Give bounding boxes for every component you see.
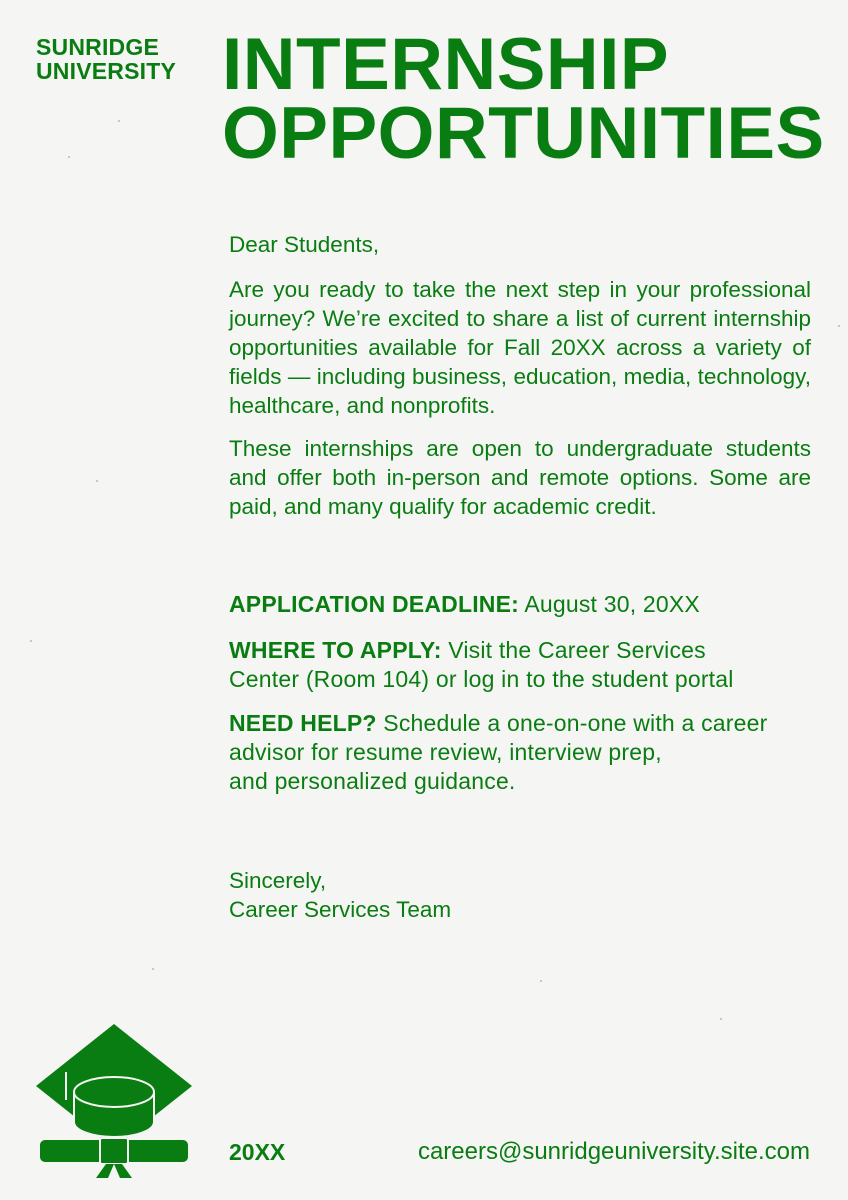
paper-speck xyxy=(118,120,120,122)
signature: Career Services Team xyxy=(229,897,452,922)
help-line1: Schedule a one-on-one with a career xyxy=(383,710,768,736)
paper-speck xyxy=(68,156,70,158)
salutation: Dear Students, xyxy=(229,232,380,257)
paper-speck xyxy=(720,1018,722,1020)
need-help-item xyxy=(229,709,819,796)
deadline-item xyxy=(229,590,819,619)
help-line2: advisor for resume review, interview prep, xyxy=(229,739,662,765)
graduation-cap-icon xyxy=(36,1022,192,1182)
help-label: NEED HELP? xyxy=(229,710,377,736)
university-name-line1: SUNRIDGE xyxy=(36,34,160,60)
paper-speck xyxy=(30,640,32,642)
paper-speck xyxy=(540,980,542,982)
page-title xyxy=(222,24,825,174)
paper-speck xyxy=(96,480,98,482)
deadline-value: August 30, 20XX xyxy=(524,591,700,617)
intro-paragraph: Are you ready to take the next step in your professional journey? We’re excited to share a list of current internship opportunities available for Fall 20XX across a variety of fields — including business, education, media, technology, healthcare, and nonprofits. xyxy=(229,277,811,418)
page-title-line2: OPPORTUNITIES xyxy=(222,93,825,174)
deadline-label: APPLICATION DEADLINE: xyxy=(229,591,519,617)
contact-email[interactable]: careers@sunridgeuniversity.site.com xyxy=(417,1138,810,1165)
where-label: WHERE TO APPLY: xyxy=(229,637,442,663)
signoff: Sincerely, xyxy=(229,868,327,893)
university-name xyxy=(36,35,176,83)
paper-speck xyxy=(152,968,154,970)
help-line3: and personalized guidance. xyxy=(229,768,516,794)
university-name-line2: UNIVERSITY xyxy=(36,58,177,84)
where-to-apply-item xyxy=(229,636,819,694)
where-line2: Center (Room 104) or log in to the student portal xyxy=(229,666,734,692)
eligibility-paragraph: These internships are open to undergraduate students and offer both in-person and remote options. Some are paid, and many qualify for academic credit. xyxy=(229,436,811,519)
closing xyxy=(229,866,451,924)
where-line1: Visit the Career Services xyxy=(448,637,706,663)
footer-year: 20XX xyxy=(229,1139,286,1165)
paper-speck xyxy=(838,325,840,327)
page-title-line1: INTERNSHIP xyxy=(222,24,670,105)
